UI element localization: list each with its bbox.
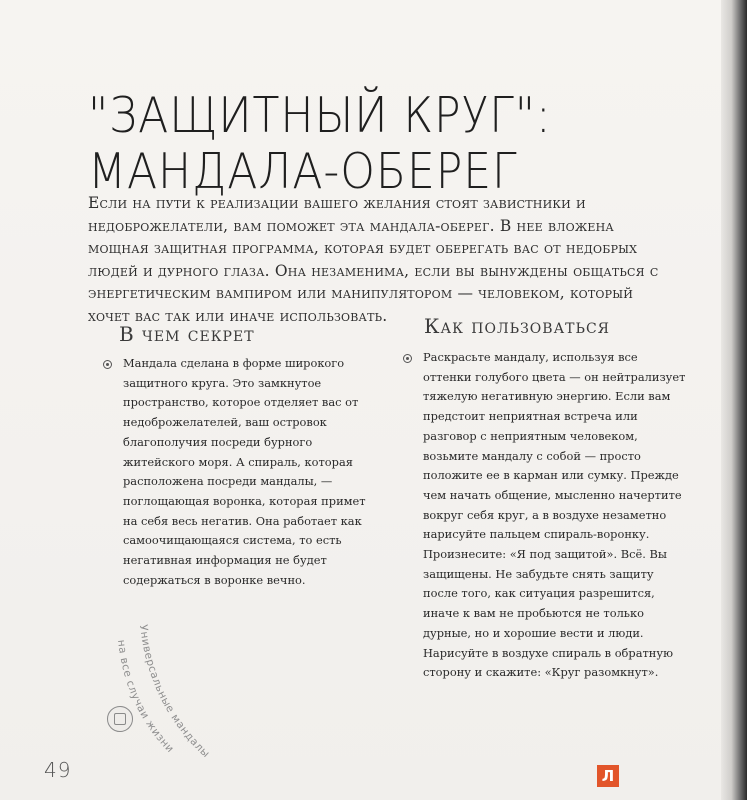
lead-paragraph: Если на пути к реализации вашего желания стоят завистники и недоброжелатели, вам поможет эта мандала-оберег. В нее вложена мощная защитная программа, которая будет оберегать вас от недобрых людей и дурного глаза. Она незаменима, если вы вынуждены общаться с энергетическим вампиром или манипулятором — человеком, который хочет вас так или иначе использовать. bbox=[88, 194, 659, 325]
section-heading-secret: В чем секрет bbox=[119, 322, 255, 346]
section-text-usage: Раскрасьте мандалу, используя все оттенки голубого цвета — он нейтрализует тяжелую негативную энергию. Если вам предстоит неприятная встреча или разговор с неприятным человеком, возьмите мандалу с собой — просто положите ее в карман или сумку. Прежде чем начать общение, мысленно начертите вокруг себя круг, а в воздухе незаметно нарисуйте пальцем спираль-воронку. Произнесите: «Я под защитой». Всё. Вы защищены. Не забудьте снять защиту после того, как ситуация разрешится, иначе к вам не пробьются не только дурные, но и хорошие вести и люди. Нарисуйте в воздухе спираль в обратную сторону и скажите: «Круг разомкнут». bbox=[423, 350, 686, 680]
running-title-line-1: Универсальные мандалы bbox=[137, 623, 213, 761]
section-text-secret: Мандала сделана в форме широкого защитного круга. Это замкнутое пространство, которое отделяет вас от недоброжелателей, ваш островок благополучия посреди бурного житейского моря. А спираль, которая расположена посреди мандалы, — поглощающая воронка, которая примет на себя весь негатив. Она работает как самоочищающаяся система, то есть негативная информация не будет содержаться в воронке вечно. bbox=[123, 356, 366, 587]
title-line-1: "ЗАЩИТНЫЙ КРУГ": bbox=[88, 87, 552, 144]
publisher-emblem-icon bbox=[107, 706, 133, 732]
page-number: 49 bbox=[44, 758, 72, 782]
title-line-2: МАНДАЛА-ОБЕРЕГ bbox=[88, 143, 518, 200]
running-title-line-2: на все случаи жизни bbox=[114, 639, 177, 756]
watermark-logo-icon: Л bbox=[597, 765, 619, 787]
section-heading-usage: Как пользоваться bbox=[424, 314, 610, 338]
